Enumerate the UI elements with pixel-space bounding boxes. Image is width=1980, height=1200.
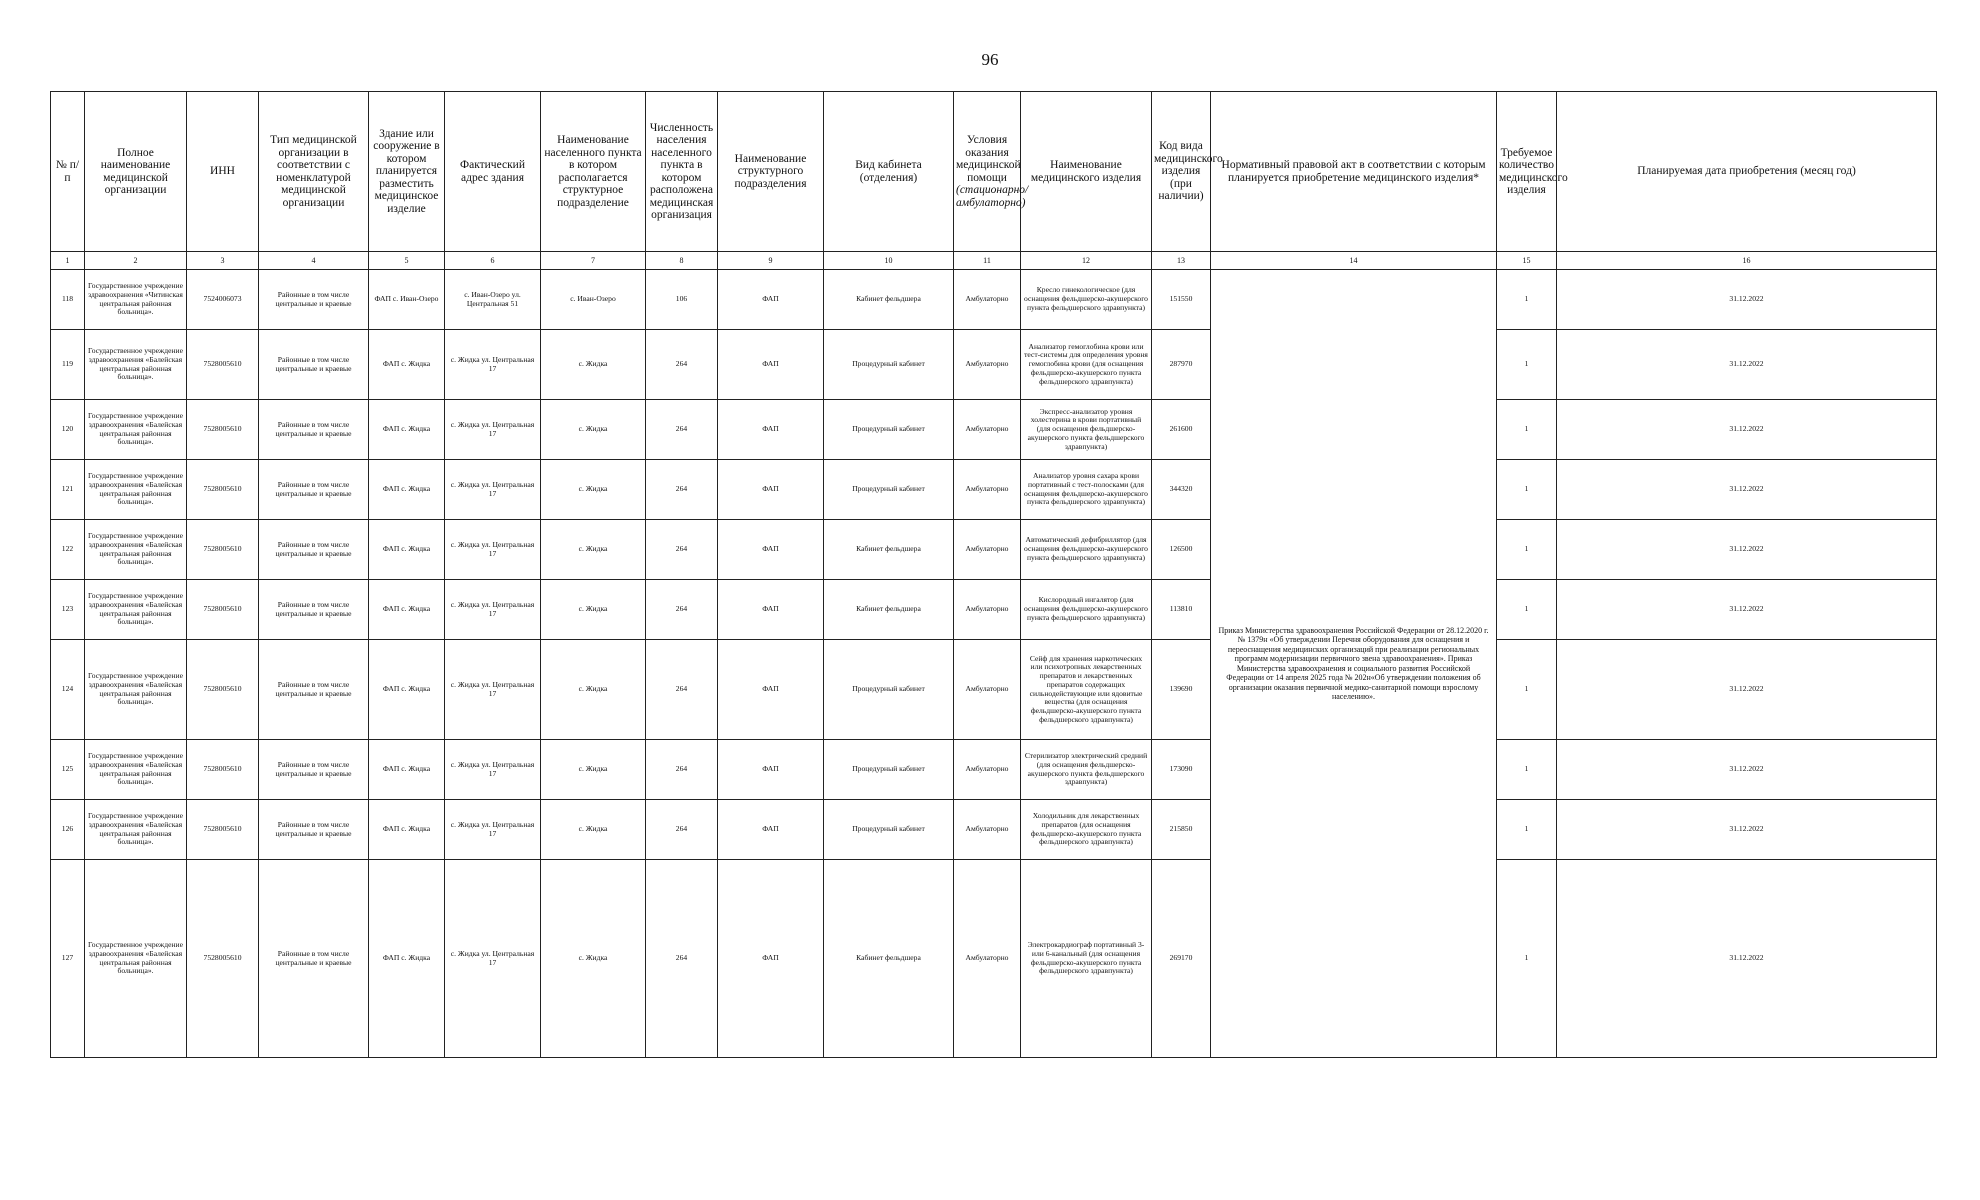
cell-code: 269170 bbox=[1152, 860, 1211, 1058]
cell-inn: 7528005610 bbox=[187, 400, 259, 460]
column-number: 3 bbox=[187, 252, 259, 270]
cell-unit: ФАП bbox=[718, 740, 824, 800]
header-building: Здание или сооружение в котором планируется разместить медицинское изделие bbox=[369, 92, 445, 252]
cell-building: ФАП с. Жидка bbox=[369, 860, 445, 1058]
cell-num: 126 bbox=[51, 800, 85, 860]
cell-address: с. Жидка ул. Центральная 17 bbox=[445, 330, 541, 400]
cell-org: Государственное учреждение здравоохранения «Балейская центральная районная больница». bbox=[85, 640, 187, 740]
equipment-table bbox=[50, 91, 1937, 1058]
table-row bbox=[51, 400, 1937, 460]
header-org: Полное наименование медицинской организации bbox=[85, 92, 187, 252]
header-num: № п/п bbox=[51, 92, 85, 252]
cell-qty: 1 bbox=[1497, 270, 1557, 330]
cell-conditions: Амбулаторно bbox=[954, 400, 1021, 460]
cell-settlement: с. Жидка bbox=[541, 520, 646, 580]
column-number: 6 bbox=[445, 252, 541, 270]
cell-building: ФАП с. Иван-Озеро bbox=[369, 270, 445, 330]
page-number: 96 bbox=[981, 50, 999, 69]
cell-num: 121 bbox=[51, 460, 85, 520]
header-device: Наименование медицинского изделия bbox=[1021, 92, 1152, 252]
cell-settlement: с. Жидка bbox=[541, 640, 646, 740]
cell-cabinet: Процедурный кабинет bbox=[824, 460, 954, 520]
cell-device: Холодильник для лекарственных препаратов (для оснащения фельдшерско-акушерского пункта фельдшерского здравпункта) bbox=[1021, 800, 1152, 860]
cell-conditions: Амбулаторно bbox=[954, 860, 1021, 1058]
column-number: 8 bbox=[646, 252, 718, 270]
cell-cabinet: Процедурный кабинет bbox=[824, 640, 954, 740]
cell-inn: 7528005610 bbox=[187, 640, 259, 740]
header-code: Код вида медицинского изделия (при наличии) bbox=[1152, 92, 1211, 252]
cell-conditions: Амбулаторно bbox=[954, 640, 1021, 740]
cell-qty: 1 bbox=[1497, 640, 1557, 740]
cell-qty: 1 bbox=[1497, 860, 1557, 1058]
cell-conditions: Амбулаторно bbox=[954, 460, 1021, 520]
cell-address: с. Жидка ул. Центральная 17 bbox=[445, 740, 541, 800]
cell-address: с. Жидка ул. Центральная 17 bbox=[445, 460, 541, 520]
header-settlement: Наименование населенного пункта в котором располагается структурное подразделение bbox=[541, 92, 646, 252]
column-number: 4 bbox=[259, 252, 369, 270]
cell-address: с. Жидка ул. Центральная 17 bbox=[445, 640, 541, 740]
cell-num: 120 bbox=[51, 400, 85, 460]
cell-address: с. Жидка ул. Центральная 17 bbox=[445, 580, 541, 640]
cell-population: 264 bbox=[646, 520, 718, 580]
cell-inn: 7528005610 bbox=[187, 520, 259, 580]
cell-unit: ФАП bbox=[718, 460, 824, 520]
table-body bbox=[51, 270, 1937, 1058]
cell-building: ФАП с. Жидка bbox=[369, 580, 445, 640]
cell-cabinet: Процедурный кабинет bbox=[824, 330, 954, 400]
cell-unit: ФАП bbox=[718, 520, 824, 580]
cell-date: 31.12.2022 bbox=[1557, 740, 1937, 800]
cell-building: ФАП с. Жидка bbox=[369, 640, 445, 740]
cell-unit: ФАП bbox=[718, 640, 824, 740]
cell-num: 123 bbox=[51, 580, 85, 640]
cell-date: 31.12.2022 bbox=[1557, 800, 1937, 860]
cell-device: Стерилизатор электрический средний (для оснащения фельдшерско-акушерского пункта фельдшерского здравпункта) bbox=[1021, 740, 1152, 800]
header-type: Тип медицинской организации в соответствии с номенклатурой медицинской организации bbox=[259, 92, 369, 252]
cell-type: Районные в том числе центральные и краевые bbox=[259, 580, 369, 640]
table-row bbox=[51, 460, 1937, 520]
header-unit: Наименование структурного подразделения bbox=[718, 92, 824, 252]
column-number: 14 bbox=[1211, 252, 1497, 270]
cell-device: Анализатор гемоглобина крови или тест-системы для определения уровня гемоглобина крови (для оснащения фельдшерско-акушерского пункта фельдшерского здравпункта) bbox=[1021, 330, 1152, 400]
cell-device: Кислородный ингалятор (для оснащения фельдшерско-акушерского пункта фельдшерского здравпункта) bbox=[1021, 580, 1152, 640]
cell-qty: 1 bbox=[1497, 460, 1557, 520]
cell-device: Кресло гинекологическое (для оснащения фельдшерско-акушерского пункта фельдшерского здравпункта) bbox=[1021, 270, 1152, 330]
cell-cabinet: Кабинет фельдшера bbox=[824, 580, 954, 640]
cell-date: 31.12.2022 bbox=[1557, 640, 1937, 740]
cell-population: 264 bbox=[646, 640, 718, 740]
header-qty: Требуемое количество медицинского изделия bbox=[1497, 92, 1557, 252]
cell-org: Государственное учреждение здравоохранения «Балейская центральная районная больница». bbox=[85, 520, 187, 580]
column-number: 5 bbox=[369, 252, 445, 270]
cell-unit: ФАП bbox=[718, 580, 824, 640]
cell-population: 264 bbox=[646, 740, 718, 800]
cell-num: 119 bbox=[51, 330, 85, 400]
cell-type: Районные в том числе центральные и краевые bbox=[259, 460, 369, 520]
header-legal: Нормативный правовой акт в соответствии с которым планируется приобретение медицинского изделия* bbox=[1211, 92, 1497, 252]
cell-type: Районные в том числе центральные и краевые bbox=[259, 640, 369, 740]
cell-date: 31.12.2022 bbox=[1557, 400, 1937, 460]
table-row bbox=[51, 860, 1937, 1058]
table-row bbox=[51, 800, 1937, 860]
column-number: 1 bbox=[51, 252, 85, 270]
cell-date: 31.12.2022 bbox=[1557, 580, 1937, 640]
header-inn: ИНН bbox=[187, 92, 259, 252]
header-cabinet: Вид кабинета (отделения) bbox=[824, 92, 954, 252]
cell-num: 124 bbox=[51, 640, 85, 740]
cell-unit: ФАП bbox=[718, 400, 824, 460]
cell-org: Государственное учреждение здравоохранения «Балейская центральная районная больница». bbox=[85, 580, 187, 640]
cell-code: 139690 bbox=[1152, 640, 1211, 740]
cell-building: ФАП с. Жидка bbox=[369, 330, 445, 400]
header-address: Фактический адрес здания bbox=[445, 92, 541, 252]
cell-type: Районные в том числе центральные и краевые bbox=[259, 520, 369, 580]
header-conditions bbox=[954, 92, 1029, 252]
cell-population: 264 bbox=[646, 860, 718, 1058]
cell-code: 344320 bbox=[1152, 460, 1211, 520]
cell-org: Государственное учреждение здравоохранения «Балейская центральная районная больница». bbox=[85, 330, 187, 400]
cell-settlement: с. Жидка bbox=[541, 330, 646, 400]
cell-population: 264 bbox=[646, 400, 718, 460]
cell-building: ФАП с. Жидка bbox=[369, 800, 445, 860]
cell-num: 127 bbox=[51, 860, 85, 1058]
cell-code: 173090 bbox=[1152, 740, 1211, 800]
cell-code: 215850 bbox=[1152, 800, 1211, 860]
header-conditions-text: Условия оказания медицинской помощи bbox=[956, 134, 1021, 184]
cell-date: 31.12.2022 bbox=[1557, 330, 1937, 400]
cell-device: Экспресс-анализатор уровня холестерина в крови портативный (для оснащения фельдшерско-акушерского пункта фельдшерского здравпункта) bbox=[1021, 400, 1152, 460]
table-row bbox=[51, 640, 1937, 740]
cell-cabinet: Процедурный кабинет bbox=[824, 740, 954, 800]
table-row bbox=[51, 740, 1937, 800]
cell-device: Электрокардиограф портативный 3- или 6-канальный (для оснащения фельдшерско-акушерского пункта фельдшерского здравпункта) bbox=[1021, 860, 1152, 1058]
cell-address: с. Жидка ул. Центральная 17 bbox=[445, 800, 541, 860]
table-row bbox=[51, 580, 1937, 640]
cell-inn: 7528005610 bbox=[187, 580, 259, 640]
cell-settlement: с. Жидка bbox=[541, 460, 646, 520]
cell-population: 264 bbox=[646, 330, 718, 400]
cell-legal-act: Приказ Министерства здравоохранения Российской Федерации от 28.12.2020 г. № 1379н «Об утверждении Перечня оборудования для оснащения и переоснащения медицинских организаций при реализации региональных программ модернизации первичного звена здравоохранения». Приказ Министерства здравоохранения и социального развития Российской Федерации от 14 апреля 2025 года № 202н«Об утверждении положения об организации оказания первичной медико-санитарной помощи взрослому населению». bbox=[1211, 270, 1497, 1058]
cell-code: 287970 bbox=[1152, 330, 1211, 400]
cell-conditions: Амбулаторно bbox=[954, 800, 1021, 860]
column-number: 11 bbox=[954, 252, 1021, 270]
cell-num: 125 bbox=[51, 740, 85, 800]
column-number: 9 bbox=[718, 252, 824, 270]
cell-settlement: с. Жидка bbox=[541, 740, 646, 800]
cell-address: с. Иван-Озеро ул. Центральная 51 bbox=[445, 270, 541, 330]
cell-cabinet: Кабинет фельдшера bbox=[824, 520, 954, 580]
cell-code: 113810 bbox=[1152, 580, 1211, 640]
header-population: Численность населения населенного пункта в котором расположена медицинская организация bbox=[646, 92, 718, 252]
cell-org: Государственное учреждение здравоохранения «Балейская центральная районная больница». bbox=[85, 400, 187, 460]
cell-building: ФАП с. Жидка bbox=[369, 400, 445, 460]
cell-settlement: с. Жидка bbox=[541, 400, 646, 460]
cell-address: с. Жидка ул. Центральная 17 bbox=[445, 520, 541, 580]
cell-settlement: с. Жидка bbox=[541, 800, 646, 860]
cell-building: ФАП с. Жидка bbox=[369, 520, 445, 580]
cell-settlement: с. Иван-Озеро bbox=[541, 270, 646, 330]
cell-org: Государственное учреждение здравоохранения «Читинская центральная районная больница». bbox=[85, 270, 187, 330]
cell-population: 264 bbox=[646, 800, 718, 860]
cell-unit: ФАП bbox=[718, 270, 824, 330]
column-number-row bbox=[51, 252, 1937, 270]
cell-address: с. Жидка ул. Центральная 17 bbox=[445, 860, 541, 1058]
cell-org: Государственное учреждение здравоохранения «Балейская центральная районная больница». bbox=[85, 740, 187, 800]
cell-cabinet: Процедурный кабинет bbox=[824, 400, 954, 460]
cell-settlement: с. Жидка bbox=[541, 860, 646, 1058]
column-number: 2 bbox=[85, 252, 187, 270]
column-number: 16 bbox=[1557, 252, 1937, 270]
column-number: 13 bbox=[1152, 252, 1211, 270]
cell-date: 31.12.2022 bbox=[1557, 520, 1937, 580]
cell-type: Районные в том числе центральные и краевые bbox=[259, 400, 369, 460]
cell-conditions: Амбулаторно bbox=[954, 270, 1021, 330]
cell-org: Государственное учреждение здравоохранения «Балейская центральная районная больница». bbox=[85, 460, 187, 520]
cell-qty: 1 bbox=[1497, 400, 1557, 460]
column-number: 10 bbox=[824, 252, 954, 270]
cell-date: 31.12.2022 bbox=[1557, 460, 1937, 520]
cell-type: Районные в том числе центральные и краевые bbox=[259, 270, 369, 330]
cell-date: 31.12.2022 bbox=[1557, 270, 1937, 330]
cell-population: 106 bbox=[646, 270, 718, 330]
cell-population: 264 bbox=[646, 580, 718, 640]
cell-org: Государственное учреждение здравоохранения «Балейская центральная районная больница». bbox=[85, 800, 187, 860]
cell-inn: 7528005610 bbox=[187, 330, 259, 400]
header-conditions-italic: (стационарно/амбулаторно) bbox=[956, 184, 1029, 209]
cell-inn: 7524006073 bbox=[187, 270, 259, 330]
cell-unit: ФАП bbox=[718, 800, 824, 860]
cell-qty: 1 bbox=[1497, 330, 1557, 400]
cell-num: 118 bbox=[51, 270, 85, 330]
cell-type: Районные в том числе центральные и краевые bbox=[259, 330, 369, 400]
cell-conditions: Амбулаторно bbox=[954, 740, 1021, 800]
cell-device: Анализатор уровня сахара крови портативный с тест-полосками (для оснащения фельдшерско-акушерского пункта фельдшерского здравпункта) bbox=[1021, 460, 1152, 520]
cell-qty: 1 bbox=[1497, 800, 1557, 860]
cell-inn: 7528005610 bbox=[187, 740, 259, 800]
cell-building: ФАП с. Жидка bbox=[369, 460, 445, 520]
cell-cabinet: Кабинет фельдшера bbox=[824, 860, 954, 1058]
cell-inn: 7528005610 bbox=[187, 860, 259, 1058]
column-number: 12 bbox=[1021, 252, 1152, 270]
cell-date: 31.12.2022 bbox=[1557, 860, 1937, 1058]
cell-type: Районные в том числе центральные и краевые bbox=[259, 860, 369, 1058]
cell-num: 122 bbox=[51, 520, 85, 580]
cell-address: с. Жидка ул. Центральная 17 bbox=[445, 400, 541, 460]
cell-building: ФАП с. Жидка bbox=[369, 740, 445, 800]
cell-qty: 1 bbox=[1497, 520, 1557, 580]
cell-conditions: Амбулаторно bbox=[954, 520, 1021, 580]
table-row bbox=[51, 520, 1937, 580]
cell-settlement: с. Жидка bbox=[541, 580, 646, 640]
column-number: 7 bbox=[541, 252, 646, 270]
cell-type: Районные в том числе центральные и краевые bbox=[259, 740, 369, 800]
cell-device: Сейф для хранения наркотических или психотропных лекарственных препаратов и лекарственных препаратов содержащих сильнодействующие или ядовитые вещества (для оснащения фельдшерско-акушерского пункта фельдшерского здравпункта) bbox=[1021, 640, 1152, 740]
cell-qty: 1 bbox=[1497, 580, 1557, 640]
column-number: 15 bbox=[1497, 252, 1557, 270]
cell-conditions: Амбулаторно bbox=[954, 580, 1021, 640]
cell-type: Районные в том числе центральные и краевые bbox=[259, 800, 369, 860]
cell-code: 126500 bbox=[1152, 520, 1211, 580]
table-row bbox=[51, 270, 1937, 330]
cell-cabinet: Кабинет фельдшера bbox=[824, 270, 954, 330]
cell-inn: 7528005610 bbox=[187, 800, 259, 860]
table-row bbox=[51, 330, 1937, 400]
header-row bbox=[51, 92, 1937, 252]
cell-qty: 1 bbox=[1497, 740, 1557, 800]
cell-code: 151550 bbox=[1152, 270, 1211, 330]
cell-code: 261600 bbox=[1152, 400, 1211, 460]
cell-population: 264 bbox=[646, 460, 718, 520]
cell-unit: ФАП bbox=[718, 330, 824, 400]
cell-unit: ФАП bbox=[718, 860, 824, 1058]
cell-conditions: Амбулаторно bbox=[954, 330, 1021, 400]
cell-device: Автоматический дефибриллятор (для оснащения фельдшерско-акушерского пункта фельдшерского здравпункта) bbox=[1021, 520, 1152, 580]
header-date: Планируемая дата приобретения (месяц год) bbox=[1557, 92, 1937, 252]
cell-cabinet: Процедурный кабинет bbox=[824, 800, 954, 860]
cell-inn: 7528005610 bbox=[187, 460, 259, 520]
cell-org: Государственное учреждение здравоохранения «Балейская центральная районная больница». bbox=[85, 860, 187, 1058]
